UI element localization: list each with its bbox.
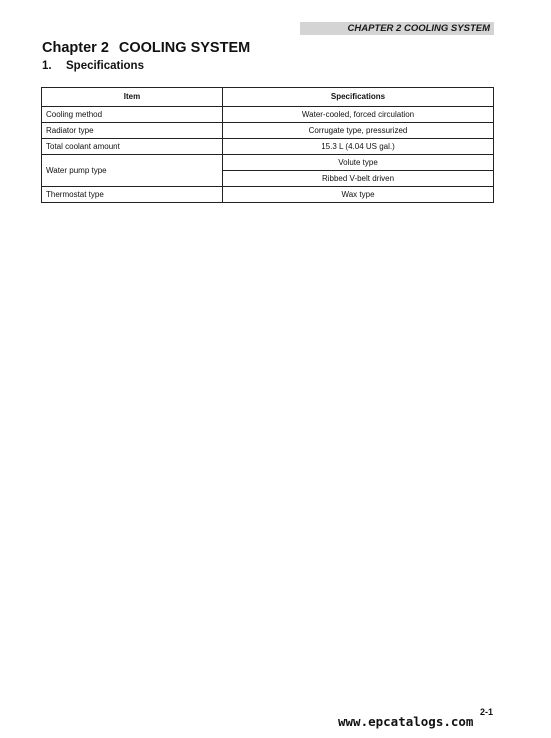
- row-spec-value: Wax type: [223, 187, 494, 203]
- row-spec-value: Volute type: [223, 155, 494, 171]
- row-item-label: Radiator type: [42, 123, 223, 139]
- running-header: [300, 22, 494, 35]
- row-spec-value: 15.3 L (4.04 US gal.): [223, 139, 494, 155]
- chapter-title: [42, 39, 250, 57]
- row-item-label: Total coolant amount: [42, 139, 223, 155]
- section-name: Specifications: [66, 60, 144, 72]
- specifications-table: [41, 87, 494, 203]
- row-spec-value: Ribbed V-belt driven: [223, 171, 494, 187]
- running-header-text: CHAPTER 2 COOLING SYSTEM: [347, 23, 490, 34]
- table-row: [42, 123, 494, 139]
- table-header-row: [42, 88, 494, 107]
- section-number: 1.: [42, 60, 52, 72]
- row-item-label: Thermostat type: [42, 187, 223, 203]
- chapter-number: Chapter 2: [42, 40, 109, 56]
- table-row: [42, 139, 494, 155]
- table-row: [42, 155, 494, 171]
- section-title: [42, 59, 144, 74]
- table-row: [42, 107, 494, 123]
- row-item-label: Cooling method: [42, 107, 223, 123]
- page-number: 2-1: [480, 707, 494, 717]
- header-specifications: Specifications: [223, 88, 494, 107]
- chapter-name: COOLING SYSTEM: [118, 40, 251, 56]
- row-spec-value: Corrugate type, pressurized: [223, 123, 494, 139]
- watermark: www.epcatalogs.com: [338, 714, 474, 729]
- row-spec-value: Water-cooled, forced circulation: [223, 107, 494, 123]
- table-row: [42, 187, 494, 203]
- header-item: Item: [42, 88, 223, 107]
- row-item-label: Water pump type: [42, 155, 223, 187]
